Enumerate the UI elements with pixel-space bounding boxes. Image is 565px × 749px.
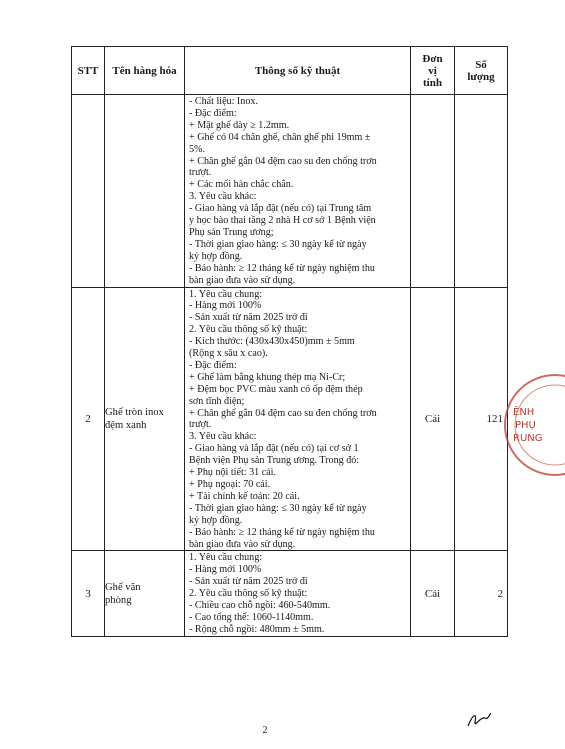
row-quantity: 2 — [455, 551, 508, 636]
spec-line: + Chân ghế gắn 04 đệm cao su đen chống trơn — [189, 407, 377, 419]
spec-line: + Các mối hàn chắc chắn. — [189, 179, 294, 191]
table-row — [72, 287, 508, 551]
spec-line: Phụ sản Trung ương; — [189, 226, 274, 238]
spec-line: 2. Yêu cầu thông số kỹ thuật: — [189, 324, 308, 336]
row-stt: 3 — [72, 551, 105, 636]
spec-line: (Rộng x sâu x cao). — [189, 348, 268, 360]
header-unit — [411, 47, 455, 95]
spec-line: + Tài chính kế toán: 20 cái. — [189, 490, 300, 502]
spec-line: + Mặt ghế dày ≥ 1.2mm. — [189, 119, 290, 131]
spec-line: 5%. — [189, 143, 205, 155]
spec-line: - Chất liệu: Inox. — [189, 96, 258, 107]
spec-line: - Chiều cao chỗ ngồi: 460-540mm. — [189, 600, 331, 612]
row-quantity — [455, 95, 508, 288]
red-stamp — [495, 370, 565, 480]
table-row — [72, 551, 508, 636]
header-stt: STT — [72, 47, 105, 95]
spec-line: - Đặc điểm: — [189, 359, 237, 371]
row-item-name — [105, 287, 185, 551]
item-name-line: Ghế tròn inox — [105, 406, 164, 418]
spec-line: + Phụ nội tiết: 31 cái. — [189, 467, 276, 479]
spec-line: + Ghế có 04 chân ghế, chân ghế phi 19mm ± — [189, 131, 371, 143]
spec-line: - Bảo hành: ≥ 12 tháng kể từ ngày nghiệm thu — [189, 526, 375, 538]
spec-line: 1. Yêu cầu chung: — [189, 288, 263, 300]
item-name-line: phòng — [105, 594, 132, 606]
specification-table — [71, 46, 508, 637]
spec-line: trượt. — [189, 167, 212, 179]
row-stt: 2 — [72, 287, 105, 551]
spec-line: - Thời gian giao hàng: ≤ 30 ngày kể từ ngày — [189, 502, 367, 514]
spec-line: 3. Yêu cầu khác: — [189, 431, 257, 443]
header-quantity — [455, 47, 508, 95]
spec-line: 1. Yêu cầu chung: — [189, 552, 263, 564]
spec-line: - Rộng chỗ ngồi: 480mm ± 5mm. — [189, 623, 325, 635]
spec-line: + Phụ ngoại: 70 cái. — [189, 479, 271, 490]
spec-line: ký hợp đồng. — [189, 250, 243, 262]
spec-line: trượt. — [189, 419, 212, 431]
spec-line: 2. Yêu cầu thông số kỹ thuật: — [189, 588, 308, 600]
spec-line: + Ghế làm bằng khung thép mạ Ni-Cr; — [189, 371, 346, 383]
stamp-text: ỆNH — [513, 407, 535, 418]
header-unit-line: tính — [423, 76, 442, 89]
spec-line: - Kích thước: (430x430x450)mm ± 5mm — [189, 336, 355, 348]
spec-line: - Thời gian giao hàng: ≤ 30 ngày kể từ ngày — [189, 238, 367, 250]
row-unit: Cái — [411, 551, 455, 636]
spec-line: - Giao hàng và lắp đặt (nếu có) tại Trung tâm — [189, 203, 372, 215]
item-name-line: Ghế văn — [105, 581, 141, 593]
header-unit-line: vị — [428, 64, 437, 77]
spec-line: bàn giao đưa vào sử dụng. — [189, 538, 296, 550]
spec-line: - Giao hàng và lắp đặt (nếu có) tại cơ sở 1 — [189, 443, 359, 455]
spec-line: - Sản xuất từ năm 2025 trở đi — [189, 312, 308, 324]
spec-line: + Đệm bọc PVC màu xanh có ốp đệm thép — [189, 383, 363, 395]
header-item-name: Tên hàng hóa — [105, 47, 185, 95]
header-unit-line: Đơn — [422, 52, 443, 65]
spec-line: sơn tĩnh điện; — [189, 395, 245, 407]
table-header-row — [72, 47, 508, 95]
page-number: 2 — [262, 725, 268, 736]
row-stt — [72, 95, 105, 288]
row-item-name — [105, 551, 185, 636]
spec-line: ký hợp đồng. — [189, 514, 243, 526]
row-unit: Cái — [411, 287, 455, 551]
row-unit — [411, 95, 455, 288]
spec-line: - Đặc điểm: — [189, 107, 237, 119]
spec-line: bàn giao đưa vào sử dụng. — [189, 274, 296, 286]
stamp-text: PHỤ — [515, 420, 536, 431]
table-row — [72, 95, 508, 288]
row-item-name — [105, 95, 185, 288]
spec-line: 3. Yêu cầu khác: — [189, 191, 257, 203]
spec-line: + Chân ghế gắn 04 đệm cao su đen chống trơn — [189, 155, 377, 167]
header-qty-line: lượng — [467, 70, 495, 83]
spec-line: - Hàng mới 100% — [189, 564, 262, 576]
row-spec — [185, 551, 411, 636]
row-spec — [185, 95, 411, 288]
table-body — [72, 95, 508, 637]
spec-line: - Bảo hành: ≥ 12 tháng kể từ ngày nghiệm thu — [189, 262, 375, 274]
row-quantity: 121 — [455, 287, 508, 551]
header-qty-line: Số — [475, 58, 487, 71]
spec-line: y học bào thai tầng 2 nhà H cơ sở 1 Bệnh viện — [189, 215, 376, 227]
spec-line: - Sản xuất từ năm 2025 trở đi — [189, 576, 308, 588]
spec-line: Bệnh viện Phụ sản Trung ương. Trong đó: — [189, 455, 360, 467]
row-spec — [185, 287, 411, 551]
header-spec: Thông số kỹ thuật — [185, 47, 411, 95]
item-name-line: đệm xanh — [105, 419, 147, 431]
spec-line: - Cao tổng thể: 1060-1140mm. — [189, 611, 314, 623]
stamp-text: RUNG — [513, 433, 543, 444]
spec-line: - Hàng mới 100% — [189, 300, 262, 312]
